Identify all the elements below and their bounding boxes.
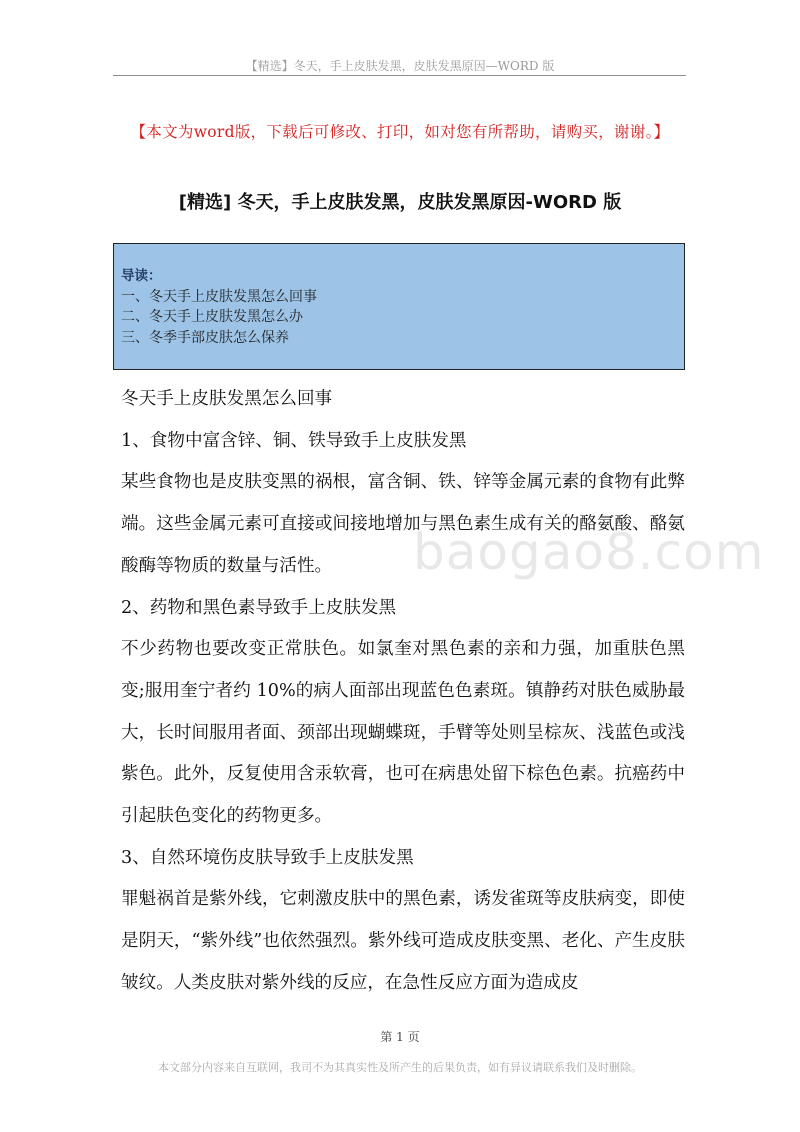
paragraph-3: 罪魁祸首是紫外线，它刺激皮肤中的黑色素，诱发雀斑等皮肤病变，即使是阴天，“紫外线”也依然强烈。紫外线可造成皮肤变黑、老化、产生皮肤皱纹。人类皮肤对紫外线的反应，在急性反应方面为造成皮 — [121, 889, 685, 993]
page-header: 【精选】冬天，手上皮肤发黑，皮肤发黑原因—WORD 版 — [245, 59, 555, 73]
document-title: [精选] 冬天，手上皮肤发黑，皮肤发黑原因-WORD 版 — [178, 192, 622, 213]
guide-box — [113, 243, 685, 370]
guide-item-3: 三、冬季手部皮肤怎么保养 — [121, 329, 289, 346]
watermark: baogao8.com — [413, 523, 765, 581]
section-heading: 冬天手上皮肤发黑怎么回事 — [121, 389, 333, 409]
guide-title: 导读： — [121, 268, 162, 284]
guide-item-1: 一、冬天手上皮肤发黑怎么回事 — [121, 288, 317, 305]
page-number: 第 1 页 — [380, 1030, 420, 1044]
subheading-2: 2、药物和黑色素导致手上皮肤发黑 — [121, 597, 397, 618]
paragraph-2: 不少药物也要改变正常肤色。如氯奎对黑色素的亲和力强，加重肤色黑变;服用奎宁者约 10%的病人面部出现蓝色色素斑。镇静药对肤色威胁最大，长时间服用者面、颈部出现蝴蝶斑，手臂等处则呈棕灰、浅蓝色或浅紫色。此外，反复使用含汞软膏，也可在病患处留下棕色色素。抗癌药中引起肤色变化的药物更多。 — [121, 639, 685, 827]
purchase-notice: 【本文为word版，下载后可修改、打印，如对您有所帮助，请购买，谢谢。】 — [130, 123, 670, 141]
subheading-3: 3、自然环境伤皮肤导致手上皮肤发黑 — [121, 847, 414, 868]
paragraph-1: 某些食物也是皮肤变黑的祸根，富含铜、铁、锌等金属元素的食物有此弊端。这些金属元素可直接或间接地增加与黑色素生成有关的酪氨酸、酪氨酸酶等物质的数量与活性。 — [121, 472, 685, 576]
article-body — [121, 379, 685, 1005]
guide-item-2: 二、冬天手上皮肤发黑怎么办 — [121, 309, 303, 325]
subheading-1: 1、食物中富含锌、铜、铁导致手上皮肤发黑 — [121, 430, 467, 451]
page-footer: 本文部分内容来自互联网，我司不为其真实性及所产生的后果负责，如有异议请联系我们及时删除。 — [158, 1061, 642, 1074]
header-divider — [113, 75, 686, 76]
